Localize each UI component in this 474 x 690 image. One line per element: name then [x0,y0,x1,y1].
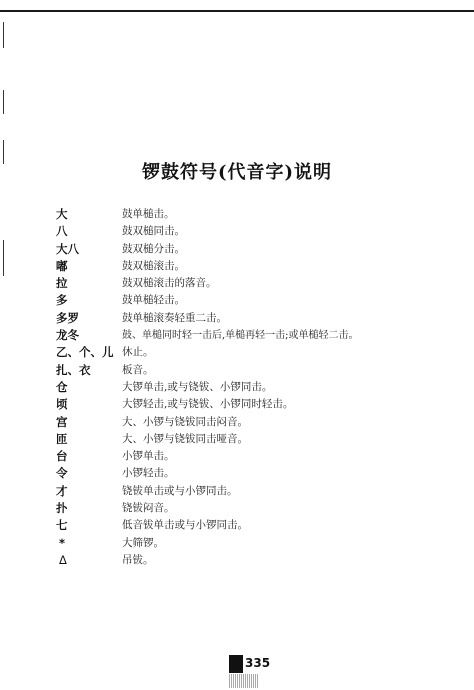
legend-row [56,206,470,223]
legend-symbol: 拉 [56,276,68,291]
legend-symbol: 大八 [56,241,79,256]
legend-row [56,258,470,275]
legend-description: 鼓双槌同击。 [122,225,185,238]
legend-symbol: 顷 [56,397,68,412]
page-title: 锣鼓符号(代音字)说明 [141,162,333,183]
legend-row [56,292,470,309]
legend-symbol: 台 [56,449,68,464]
legend-row [56,275,470,292]
edge-mark [3,240,4,276]
legend-description: 低音钹单击或与小锣同击。 [122,519,248,532]
edge-mark [3,90,4,114]
symbol-legend [56,206,470,569]
legend-row [56,310,470,327]
legend-row [56,344,470,361]
legend-symbol: 八 [56,224,68,239]
legend-row [56,500,470,517]
legend-symbol: 多罗 [56,310,79,325]
legend-symbol: 乙、个、儿 [56,345,114,360]
legend-row [56,241,470,258]
edge-mark [3,22,4,48]
legend-row [56,223,470,240]
legend-row [56,517,470,534]
legend-symbol: 扑 [56,501,68,516]
legend-symbol: 七 [56,518,68,533]
legend-row [56,483,470,500]
legend-description: 鼓单槌轻击。 [122,294,185,307]
legend-description: 大锣轻击,或与铙钹、小锣同时轻击。 [122,398,294,411]
legend-row [56,414,470,431]
legend-description: 大、小锣与铙钹同击闷音。 [122,415,248,428]
legend-description: 休止。 [122,346,154,359]
page-number-block [229,655,243,673]
legend-symbol: Δ [59,552,67,567]
legend-row [56,535,470,552]
legend-description: 小锣单击。 [122,450,175,463]
legend-row [56,396,470,413]
legend-row [56,362,470,379]
legend-symbol: 宫 [56,414,68,429]
legend-description: 板音。 [122,363,154,376]
legend-description: 大筛锣。 [122,536,164,549]
legend-description: 鼓双槌滚击的落音。 [122,277,217,290]
legend-symbol: 多 [56,293,68,308]
legend-row [56,379,470,396]
legend-description: 大锣单击,或与铙钹、小锣同击。 [122,380,273,393]
legend-row [56,448,470,465]
legend-description: 大、小锣与铙钹同击哑音。 [122,432,248,445]
legend-symbol: 匝 [56,431,68,446]
legend-symbol: 大 [56,207,68,221]
legend-symbol: 仓 [56,379,68,394]
library-stamp [229,674,259,688]
page-number: 335 [245,656,271,670]
legend-row [56,552,470,569]
legend-symbol: 龙冬 [56,328,79,343]
legend-description: 鼓单槌击。 [122,208,175,220]
legend-symbol: * [59,535,66,550]
legend-row [56,431,470,448]
legend-symbol: 才 [56,483,68,498]
legend-description: 吊钹。 [122,553,154,566]
legend-description: 铙钹闷音。 [122,502,175,515]
legend-symbol: 令 [56,466,68,481]
legend-symbol: 扎、衣 [56,362,91,377]
legend-row [56,327,470,344]
legend-symbol: 嘟 [56,258,68,273]
top-rule [0,10,474,12]
legend-description: 鼓双槌分击。 [122,242,185,255]
legend-description: 鼓双槌滚击。 [122,259,185,272]
legend-description: 铙钹单击或与小锣同击。 [122,484,238,497]
legend-description: 小锣轻击。 [122,467,175,480]
legend-row [56,465,470,482]
legend-description: 鼓、单槌同时轻一击后,单槌再轻一击;或单槌轻二击。 [122,330,359,342]
legend-description: 鼓单槌滚奏轻重二击。 [122,311,227,324]
